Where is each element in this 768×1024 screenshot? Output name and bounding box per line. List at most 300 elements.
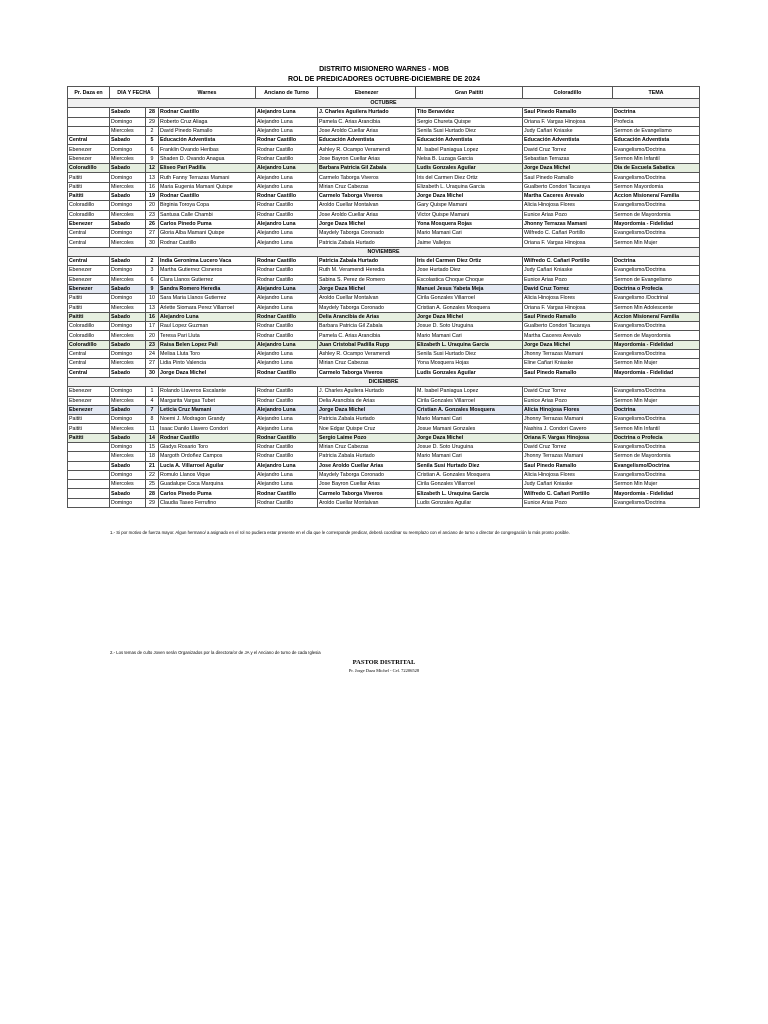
table-cell: 25 [146,480,159,489]
table-cell: Mirian Cruz Cabezas [318,442,416,451]
table-cell: Jose Aroldo Cuellar Arias [318,210,416,219]
table-cell: Martha Caceres Arevalo [523,191,613,200]
table-cell: Victor Quispe Mamani [416,210,523,219]
table-row [68,182,700,191]
table-cell: Mirian Cruz Cabezas [318,359,416,368]
note-1: 1.- Si por motivo de fuerza mayor. Algun hermano/ a asignado en el rol no pudiera estar presente en el día que le corresponde predicar, deberá coordinar su reemplazo con el anciano de turno o director de congregación lo más pronto posible. [110,530,570,535]
month-row [68,377,700,386]
table-cell: Patricia Zabala Hurtado [318,257,416,266]
table-cell: Paititi [68,294,110,303]
table-cell: 13 [146,303,159,312]
table-cell: Alejandro Luna [256,117,318,126]
table-cell [68,108,110,117]
table-cell: Jose Bayron Cuellar Arias [318,154,416,163]
table-cell: Sabado [110,191,146,200]
table-row [68,210,700,219]
table-row [68,303,700,312]
table-row [68,294,700,303]
table-cell: Domingo [110,498,146,507]
table-cell: Paititi [68,182,110,191]
table-cell: Ebenezer [68,387,110,396]
table-cell: Paititi [68,415,110,424]
table-cell: Senila Susi Hurtado Diez [416,126,523,135]
table-cell: Melisa Lluta Toro [159,350,256,359]
table-cell: Rodnar Castillo [159,108,256,117]
table-cell: Josue D. Soto Uruguina [416,442,523,451]
table-cell: Dia de Escuela Sabatica [613,164,700,173]
table-cell: Paititi [68,312,110,321]
table-row [68,405,700,414]
table-row [68,136,700,145]
table-cell: Senila Susi Hurtado Diez [416,461,523,470]
table-row [68,145,700,154]
table-cell: 5 [146,136,159,145]
table-cell: Rodnar Castillo [256,136,318,145]
table-cell: Ebenezer [68,405,110,414]
table-cell: Aroldo Cuellar Montalvan [318,294,416,303]
table-cell: Carmelo Taborga Viveros [318,368,416,377]
table-cell: Mario Mamani Cari [416,229,523,238]
table-cell: Evangelismo/Doctrina [613,229,700,238]
table-cell: 7 [146,405,159,414]
table-cell: Wilfredo C. Cañari Portillo [523,229,613,238]
document-title: DISTRITO MISIONERO WARNES - MOB [319,66,449,73]
table-cell: Miercoles [110,154,146,163]
table-cell: Domingo [110,117,146,126]
table-cell: 16 [146,312,159,321]
table-row [68,201,700,210]
col-header: DIA Y FECHA [110,87,159,99]
table-row [68,350,700,359]
table-row [68,266,700,275]
table-cell: Rolando Llaveros Escalante [159,387,256,396]
table-cell: Wilfredo C. Cañari Portillo [523,489,613,498]
table-cell: Ebenezer [68,145,110,154]
table-cell: 28 [146,108,159,117]
table-cell: Paititi [68,424,110,433]
table-cell: Rodnar Castillo [256,257,318,266]
table-cell: Judy Cañari Kniaske [523,126,613,135]
table-cell: 27 [146,359,159,368]
table-cell: Eliseo Pari Padilla [159,164,256,173]
table-cell: Coloradillo [68,340,110,349]
table-cell: Miercoles [110,210,146,219]
table-cell: Domingo [110,266,146,275]
table-cell: Miercoles [110,303,146,312]
table-cell: Educación Adventista [416,136,523,145]
table-cell: Coloradillo [68,201,110,210]
table-cell: Doctrina [613,108,700,117]
table-cell: Maydely Taborga Coronado [318,470,416,479]
table-cell [68,489,110,498]
table-cell: 15 [146,442,159,451]
table-cell: Josue D. Soto Uruguina [416,322,523,331]
table-cell: Alejandro Luna [256,340,318,349]
table-cell: Rodnar Castillo [256,442,318,451]
table-row [68,340,700,349]
table-cell: Domingo [110,173,146,182]
table-cell: Alejandro Luna [256,350,318,359]
table-cell: Sabado [110,489,146,498]
table-cell: Sermon Min Adolescente [613,303,700,312]
table-cell: Alejandro Luna [256,238,318,247]
table-cell: Coloradillo [68,331,110,340]
table-row [68,238,700,247]
table-cell: Carlos Pinedo Puma [159,489,256,498]
table-cell: 29 [146,498,159,507]
table-cell: David Cruz Torrez [523,284,613,293]
table-cell: Judy Cañari Kniaske [523,480,613,489]
table-cell: Jose Aroldo Cuellar Arias [318,461,416,470]
table-cell: Sermon Mayordomia [613,182,700,191]
table-cell: Mario Mamani Cari [416,415,523,424]
table-cell: Martha Gutierrez Cisneros [159,266,256,275]
table-cell: Lidia Pinto Valencia [159,359,256,368]
table-cell: 10 [146,294,159,303]
table-cell: Ludis Gonzales Aguilar [416,368,523,377]
table-cell: 30 [146,238,159,247]
document-subtitle: ROL DE PREDICADORES OCTUBRE-DICIEMBRE DE 2024 [287,76,480,83]
table-cell: Rodnar Castillo [256,210,318,219]
table-cell: Alejandro Luna [256,173,318,182]
table-cell: 18 [146,452,159,461]
table-cell: 12 [146,164,159,173]
table-cell: Ebenezer [68,266,110,275]
table-cell: 17 [146,322,159,331]
table-cell: Barbara Patricia Gil Zabala [318,322,416,331]
table-cell: Maydely Taborga Coronado [318,303,416,312]
table-cell: 13 [146,173,159,182]
table-cell: Jorge Daza Michel [416,191,523,200]
table-cell [68,498,110,507]
table-cell: Jose Aroldo Cuellar Arias [318,126,416,135]
table-row [68,257,700,266]
table-cell: 11 [146,424,159,433]
table-cell: Carmelo Taborga Viveros [318,191,416,200]
month-label: NOVIEMBRE [68,247,700,256]
table-row [68,322,700,331]
table-cell: Ashley R. Ocampo Veramendi [318,145,416,154]
table-cell [68,126,110,135]
table-cell: Iris del Carmen Diez Ortiz [416,257,523,266]
table-cell: Clara Llanos Gutierrez [159,275,256,284]
schedule-body [68,99,700,508]
table-cell: Ruth M. Veramendi Heredia [318,266,416,275]
table-cell: 4 [146,396,159,405]
table-cell: Cristian A. Gonzales Mosquera [416,303,523,312]
table-cell: Sabado [110,219,146,228]
table-cell: 9 [146,284,159,293]
table-row [68,470,700,479]
table-cell: Rodnar Castillo [256,154,318,163]
table-cell: Evangelismo/Doctrina [613,322,700,331]
table-row [68,452,700,461]
table-cell: Rodnar Castillo [159,238,256,247]
table-cell: Gladys Rosario Toro [159,442,256,451]
table-row [68,396,700,405]
table-cell: Coloradillo [68,164,110,173]
table-cell: Sermon Min Mujer [613,359,700,368]
table-cell: Rodnar Castillo [256,452,318,461]
col-header: Pr. Daza en [68,87,110,99]
table-cell: Oriana F. Vargas Hinojosa [523,303,613,312]
table-row [68,331,700,340]
table-cell: Mario Mamani Cari [416,452,523,461]
table-cell: Mayordomia - Fidelidad [613,219,700,228]
table-cell: Gloria Alba Mamani Quispe [159,229,256,238]
table-cell: Miercoles [110,182,146,191]
col-header: Warnes [159,87,256,99]
table-cell: 28 [146,489,159,498]
table-cell: 2 [146,257,159,266]
table-cell: Alejandro Luna [256,303,318,312]
table-cell: Evangelismo/Doctrina [613,201,700,210]
table-cell: Juan Cristobal Padilla Rupp [318,340,416,349]
table-cell: 21 [146,461,159,470]
table-row [68,108,700,117]
table-cell: Carmelo Taborga Viveros [318,489,416,498]
table-cell: Alejandro Luna [256,164,318,173]
table-cell: Patricia Zabala Hurtado [318,415,416,424]
table-cell: Central [68,229,110,238]
table-cell: Isaac Danilo Llavero Condori [159,424,256,433]
table-cell: Cirila Gonzales Villarroel [416,480,523,489]
table-cell: Escolastica Choque Choque [416,275,523,284]
table-cell: Evangelismo/Doctrina [613,442,700,451]
table-cell: Raul Lopez Guzman [159,322,256,331]
table-cell: Margoth Ordoñez Campos [159,452,256,461]
table-cell: Alejandro Luna [256,229,318,238]
table-cell: Wilfredo C. Cañari Portillo [523,257,613,266]
table-cell: Sergio Chureta Quispe [416,117,523,126]
table-cell: Leticia Cruz Mamani [159,405,256,414]
table-cell: Ludis Gonzales Aguilar [416,498,523,507]
table-cell: Jorge Daza Michel [318,219,416,228]
table-cell: 19 [146,191,159,200]
table-cell: Doctrina o Profecia [613,284,700,293]
table-cell: Ebenezer [68,219,110,228]
table-cell: Evangelismo/Doctrina [613,387,700,396]
table-cell: Alejandro Luna [256,405,318,414]
table-cell: Yona Mosquera Hojas [416,359,523,368]
table-cell: Jhonny Terrazas Mamani [523,350,613,359]
table-cell: Sermon Min Mujer [613,238,700,247]
table-row [68,433,700,442]
table-cell [68,461,110,470]
table-cell: Ebenezer [68,284,110,293]
table-cell: Jose Bayron Cuellar Arias [318,480,416,489]
table-row [68,442,700,451]
table-cell: Aroldo Cuellar Montalvan [318,201,416,210]
table-cell: 3 [146,266,159,275]
table-cell: Alicia Hinojosa Flores [523,294,613,303]
table-cell: Ashley R. Ocampo Veramendi [318,350,416,359]
table-cell: Sabado [110,257,146,266]
table-cell: Patricia Zabala Hurtado [318,238,416,247]
table-row [68,191,700,200]
table-cell: Alicia Hinojosa Flores [523,405,613,414]
table-cell: Educación Adventista [159,136,256,145]
table-cell: Miercoles [110,452,146,461]
table-cell: Domingo [110,415,146,424]
table-cell: Sabado [110,312,146,321]
table-cell: 6 [146,275,159,284]
table-cell: David Cruz Torrez [523,145,613,154]
table-cell: Alejandro Luna [256,182,318,191]
table-cell: Jhonny Terrazas Mamani [523,219,613,228]
col-header: Gran Paititi [416,87,523,99]
table-cell: Maydely Taborga Coronado [318,229,416,238]
table-cell: Patricia Zabala Hurtado [318,452,416,461]
table-cell: Sabado [110,433,146,442]
table-row [68,480,700,489]
table-row [68,117,700,126]
table-row [68,424,700,433]
table-cell: Gary Quispe Mamani [416,201,523,210]
table-cell: Alejandro Luna [256,126,318,135]
table-cell: David Cruz Torrez [523,387,613,396]
table-cell: 8 [146,415,159,424]
table-cell: Arlette Siomara Perez Villarroel [159,303,256,312]
table-cell: Domingo [110,145,146,154]
table-row [68,229,700,238]
table-cell: Raisa Belen Lopez Pali [159,340,256,349]
table-cell: Sabado [110,164,146,173]
table-cell: Educación Adventista [613,136,700,145]
table-cell: Ebenezer [68,275,110,284]
table-cell: 2 [146,126,159,135]
table-cell: Rodnar Castillo [256,266,318,275]
table-cell: Evangelismo/Doctrina [613,470,700,479]
table-cell: Teresa Pari Lluta [159,331,256,340]
table-cell: Saul Pinedo Ramallo [523,108,613,117]
table-cell: Evangelismo/Doctrina [613,461,700,470]
table-cell: Elizabeth L. Uraquina Garcia [416,340,523,349]
table-cell: Roberto Cruz Aliaga [159,117,256,126]
table-cell: Central [68,136,110,145]
table-cell: Noe Edgar Quispe Cruz [318,424,416,433]
table-row [68,368,700,377]
table-cell: Ruth Fanny Terrazas Mamani [159,173,256,182]
table-cell: 6 [146,145,159,154]
table-cell: Cristian A. Gonzales Mosquera [416,405,523,414]
table-cell: Rodnar Castillo [256,145,318,154]
table-cell: Alejandro Luna [256,461,318,470]
table-row [68,164,700,173]
table-cell: Lucia A. Villarroel Aguilar [159,461,256,470]
table-row [68,498,700,507]
table-cell: Mario Mamani Cari [416,331,523,340]
table-cell: Miercoles [110,238,146,247]
table-cell: David Cruz Torrez [523,442,613,451]
table-cell: Oriana F. Vargas Hinojosa [523,238,613,247]
table-cell: Elizabeth L. Uraquina Garcia [416,489,523,498]
table-cell: Rodnar Castillo [159,191,256,200]
table-cell: 23 [146,210,159,219]
table-cell: Rodnar Castillo [256,191,318,200]
table-cell: David Pinedo Ramallo [159,126,256,135]
table-cell: Domingo [110,294,146,303]
table-cell: Maria Eugenia Mamani Quispe [159,182,256,191]
table-cell: 27 [146,229,159,238]
table-cell: Alejandro Luna [256,480,318,489]
table-cell: Cirila Gonzales Villarroel [416,396,523,405]
table-cell [68,442,110,451]
table-cell: Rodnar Castillo [256,368,318,377]
table-cell: Paititi [68,303,110,312]
table-row [68,284,700,293]
table-cell: Rodnar Castillo [256,275,318,284]
month-label: DICIEMBRE [68,377,700,386]
table-cell: 1 [146,387,159,396]
table-cell: Jorge Daza Michel [318,405,416,414]
table-cell: Evangelismo/Doctrina [613,266,700,275]
month-row [68,247,700,256]
table-cell: Rodnar Castillo [256,322,318,331]
table-cell: Carmelo Taborga Viveros [318,173,416,182]
table-cell: Alicia Hinojosa Flores [523,201,613,210]
table-cell: Sara Maria Llanos Gutierrez [159,294,256,303]
table-cell: 14 [146,433,159,442]
table-cell: Shaden D. Ovando Anagua [159,154,256,163]
table-cell: Carlos Pinedo Puma [159,219,256,228]
table-cell: Mayordomia - Fidelidad [613,489,700,498]
table-cell: India Geronima Lucero Vaca [159,257,256,266]
table-cell: 26 [146,219,159,228]
table-cell: M. Isabel Paniagua Lopez [416,387,523,396]
table-cell: Rodnar Castillo [159,433,256,442]
table-cell: Miercoles [110,424,146,433]
table-cell: Central [68,238,110,247]
table-cell: Romulo Llanos Vique [159,470,256,479]
table-cell: Senila Susi Hurtado Diez [416,350,523,359]
table-cell: Sabado [110,368,146,377]
table-row [68,126,700,135]
table-cell: Miercoles [110,359,146,368]
table-cell: Evangelismo/Doctrina [613,498,700,507]
table-cell: Domingo [110,442,146,451]
table-cell: 16 [146,182,159,191]
table-cell: Birginia Toroya Copa [159,201,256,210]
col-header: Coloradillo [523,87,613,99]
table-cell: Alejandro Luna [256,108,318,117]
table-cell: Jorge Daza Michel [523,164,613,173]
table-cell: J. Charles Aguilera Hurtado [318,387,416,396]
table-cell: Tito Benavidez [416,108,523,117]
table-cell: Jose Hurtado Diez [416,266,523,275]
table-cell: Educación Adventista [523,136,613,145]
table-cell: Evangelismo/Doctrina [613,173,700,182]
header-row [68,87,700,99]
table-cell: Nashira J. Condori Cavero [523,424,613,433]
table-cell: Central [68,359,110,368]
col-header: TEMA [613,87,700,99]
table-cell: Accion Misionera/ Familia [613,312,700,321]
table-cell: Eunice Arias Pozo [523,498,613,507]
table-cell: Sebastian Terrazas [523,154,613,163]
table-cell: Rodnar Castillo [256,312,318,321]
table-cell: Rodnar Castillo [256,396,318,405]
table-cell: Alejandro Luna [256,424,318,433]
table-cell: Accion Misionera/ Familia [613,191,700,200]
table-cell: Jaime Vallejos [416,238,523,247]
table-cell: Elizabeth L. Uraquina Garcia [416,182,523,191]
table-cell: 20 [146,331,159,340]
table-cell: Cristian A. Gonzales Mosquera [416,470,523,479]
table-cell [68,480,110,489]
table-cell: 29 [146,117,159,126]
table-row [68,461,700,470]
